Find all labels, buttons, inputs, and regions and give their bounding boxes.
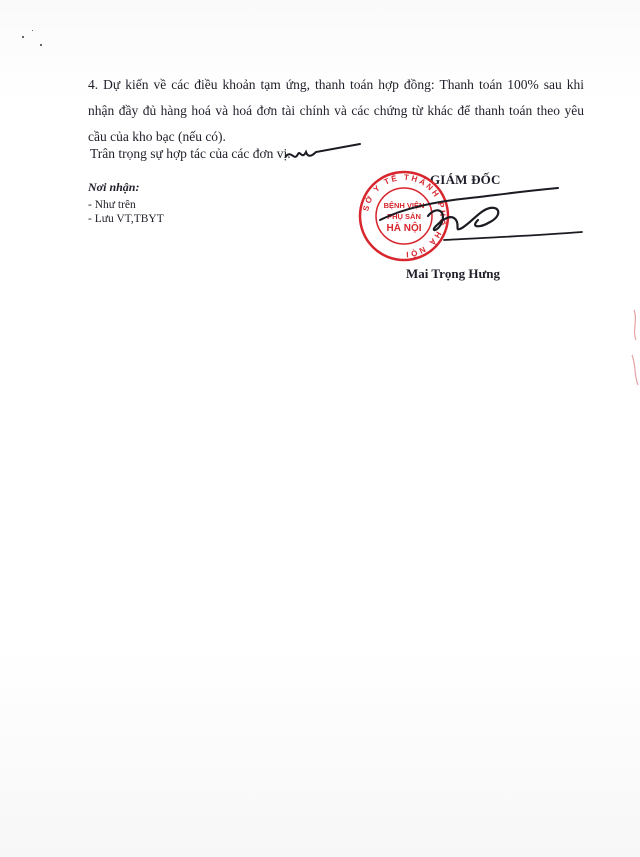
recipient-item: - Lưu VT,TBYT	[88, 213, 164, 225]
recipient-item: - Như trên	[88, 199, 136, 211]
edge-stamp-bleed	[620, 300, 640, 400]
svg-text:HÀ NỘI: HÀ NỘI	[386, 223, 422, 234]
scan-speck	[32, 30, 33, 31]
svg-text:PHỤ SẢN: PHỤ SẢN	[387, 212, 421, 221]
signer-position: GIÁM ĐỐC	[430, 172, 501, 187]
director-signature	[340, 170, 600, 260]
initial-signature	[282, 140, 362, 170]
svg-text:SỞ Y TẾ THÀNH PHỐ HÀ NỘI: SỞ Y TẾ THÀNH PHỐ HÀ NỘI	[361, 172, 448, 260]
closing-sentence: Trân trọng sự hợp tác của các đơn vị.	[90, 146, 291, 161]
scan-speck	[22, 36, 24, 38]
recipients-title: Nơi nhận:	[88, 180, 140, 194]
signer-name: Mai Trọng Hưng	[406, 266, 500, 281]
svg-text:BỆNH VIỆN: BỆNH VIỆN	[383, 201, 425, 210]
scan-speck	[40, 44, 42, 46]
payment-terms-paragraph: 4. Dự kiến về các điều khoản tạm ứng, thanh toán hợp đồng: Thanh toán 100% sau khi nhận đầy đủ hàng hoá và hoá đơn tài chính và các chứng từ khác để thanh toán theo yêu cầu của kho bạc (nếu có).	[88, 77, 584, 144]
